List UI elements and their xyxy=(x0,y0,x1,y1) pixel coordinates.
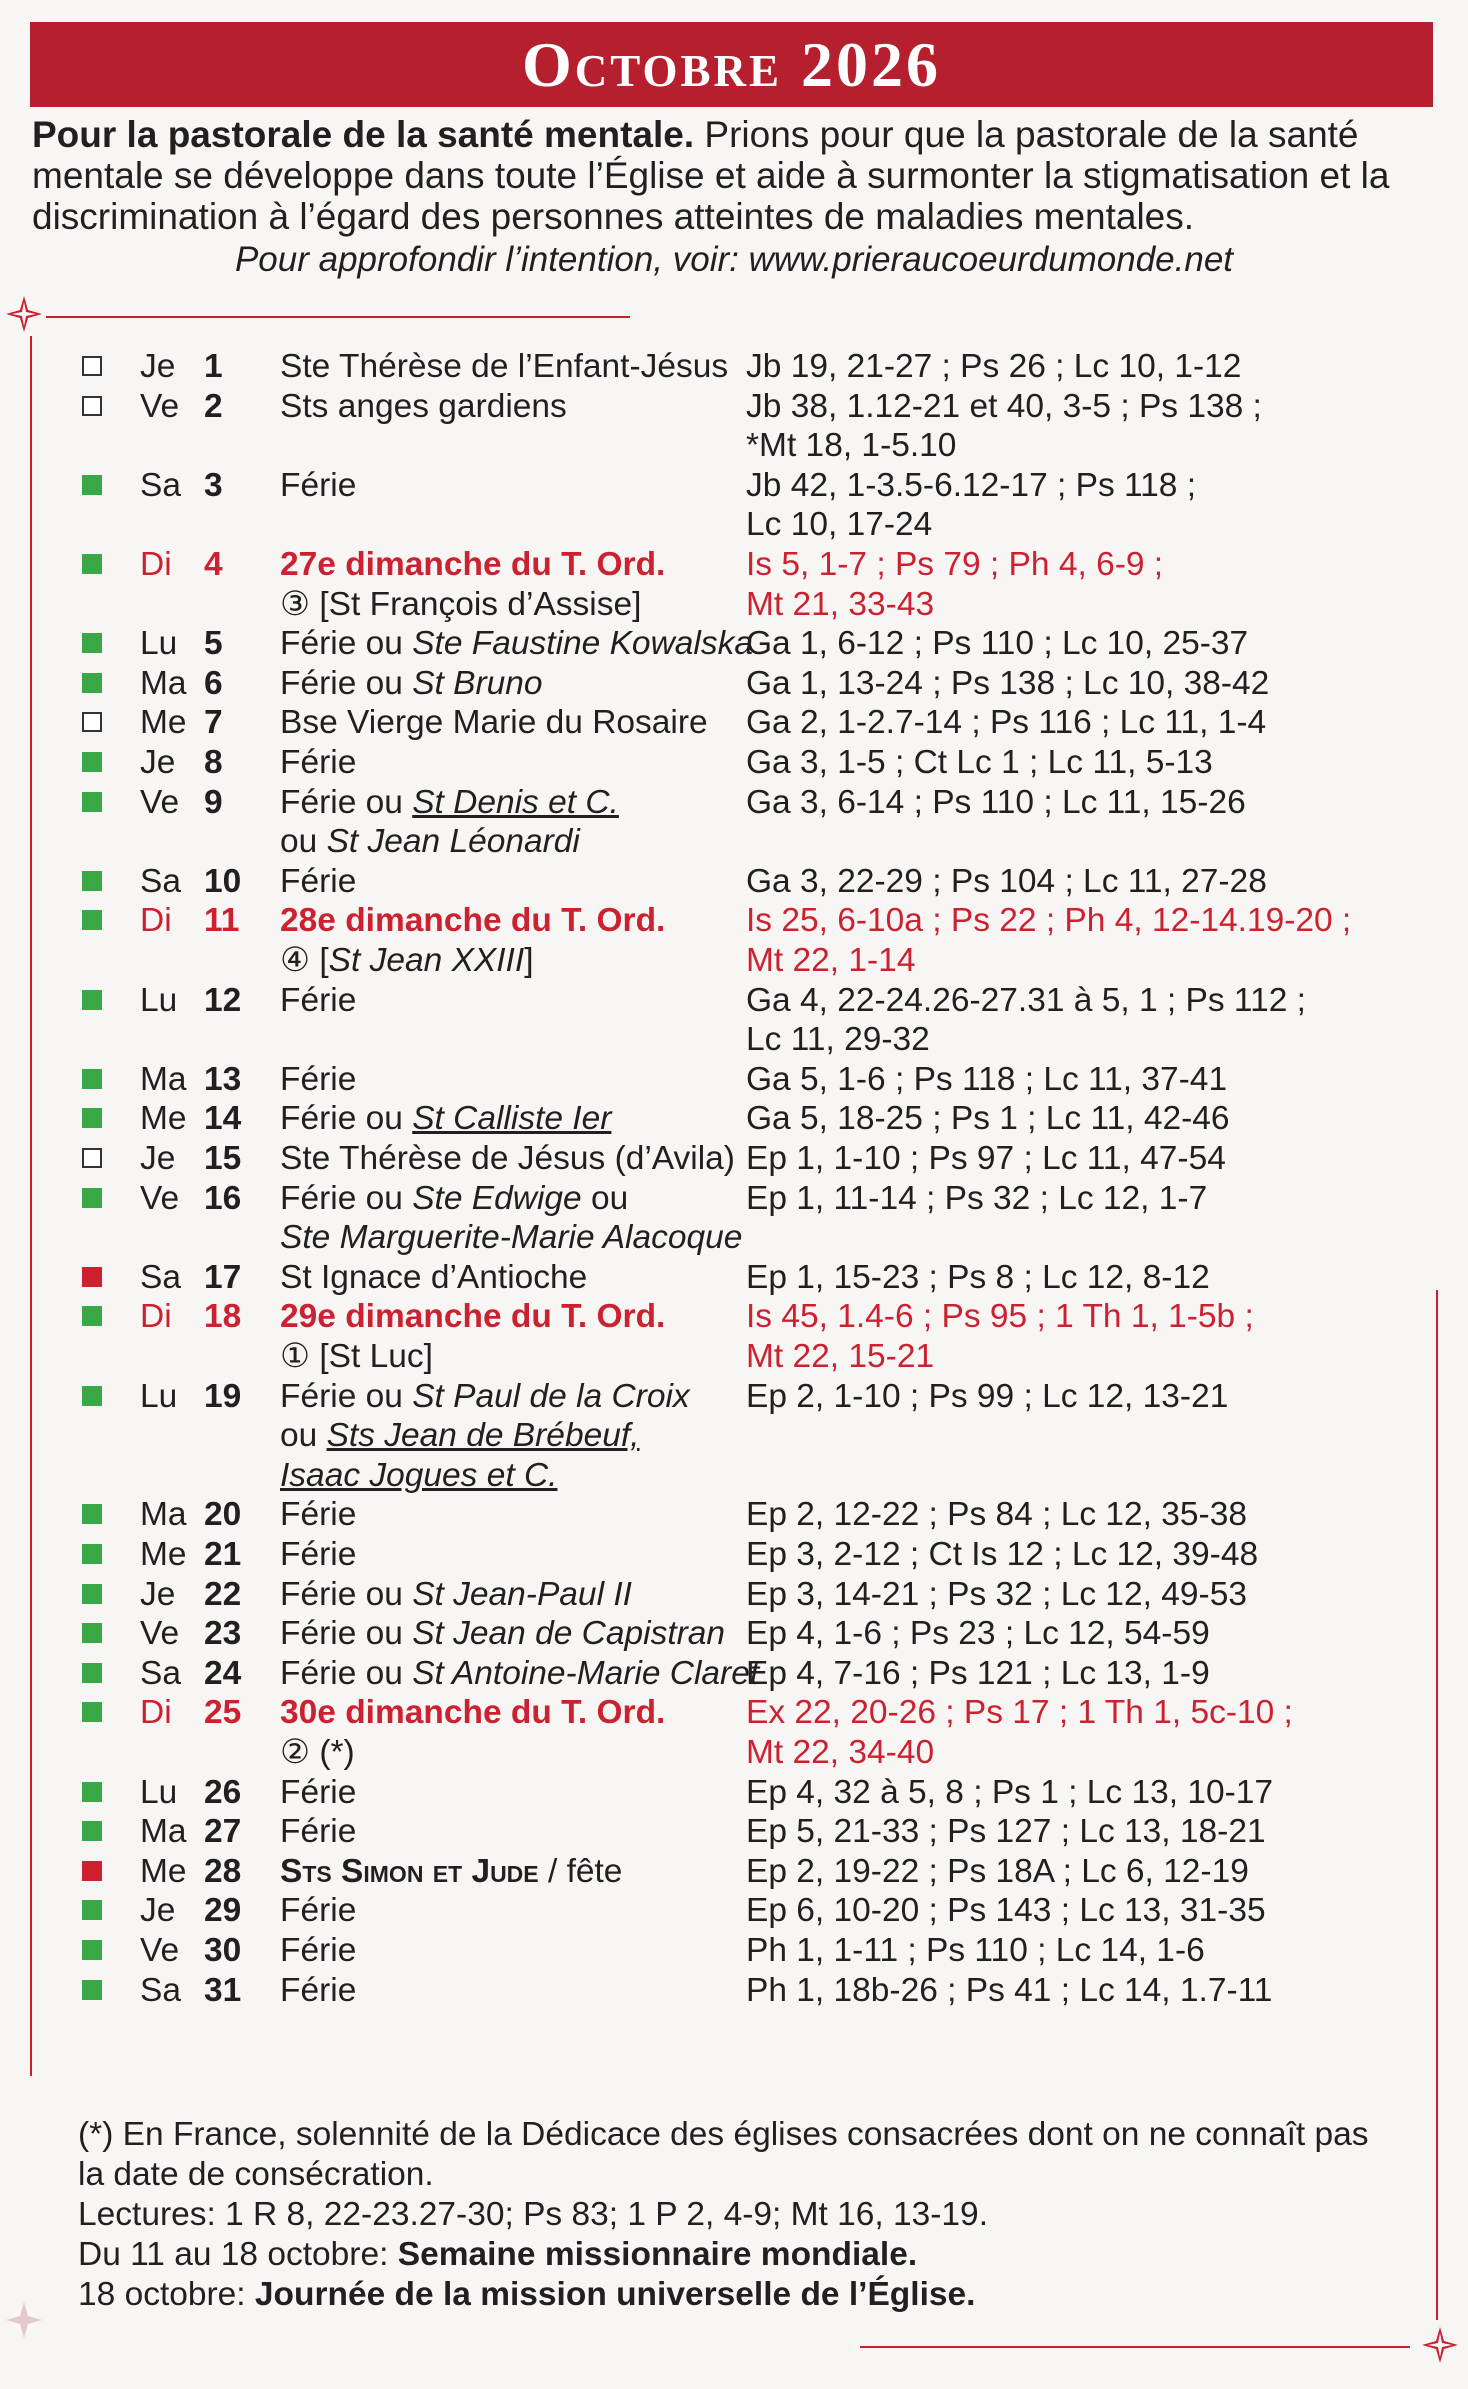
readings: Jb 42, 1-3.5-6.12-17 ; Ps 118 ; xyxy=(746,466,1197,504)
day-number: 16 xyxy=(204,1179,242,1217)
celebration xyxy=(280,1575,632,1615)
liturgical-color-square xyxy=(82,1148,102,1168)
cross-icon xyxy=(1420,2325,1460,2365)
celebration xyxy=(280,1416,639,1456)
calendar-row xyxy=(0,1139,1468,1179)
calendar-row xyxy=(0,545,1468,585)
celebration-part: ou xyxy=(280,1417,327,1455)
readings: Ep 3, 14-21 ; Ps 32 ; Lc 12, 49-53 xyxy=(746,1575,1247,1613)
day-name: Lu xyxy=(140,1773,178,1811)
footnote-mission-week-label: Semaine missionnaire mondiale. xyxy=(397,2236,918,2273)
readings: Ph 1, 18b-26 ; Ps 41 ; Lc 14, 1.7-11 xyxy=(746,1971,1273,2009)
footnote-mission-day-date: 18 octobre: xyxy=(78,2276,255,2313)
calendar-row xyxy=(0,1575,1468,1615)
celebration xyxy=(280,1654,759,1694)
celebration-part: ou xyxy=(280,823,327,861)
cross-icon xyxy=(4,2300,44,2340)
footnote-mission-week-date: Du 11 au 18 octobre: xyxy=(78,2236,398,2273)
readings: Ga 5, 1-6 ; Ps 118 ; Lc 11, 37-41 xyxy=(746,1060,1228,1098)
readings: Mt 22, 1-14 xyxy=(746,942,916,979)
readings: Ga 3, 1-5 ; Ct Lc 1 ; Lc 11, 5-13 xyxy=(746,744,1213,781)
calendar-row xyxy=(0,1733,1468,1773)
liturgical-color-square xyxy=(82,1267,102,1287)
day-number: 22 xyxy=(204,1575,242,1613)
readings: Ga 1, 6-12 ; Ps 110 ; Lc 10, 25-37 xyxy=(746,625,1249,663)
day-name: Di xyxy=(140,1298,172,1336)
day-number: 13 xyxy=(204,1060,242,1098)
day-name: Ma xyxy=(140,1496,187,1534)
celebration xyxy=(280,783,619,823)
liturgical-color-square xyxy=(82,1821,102,1841)
intention-text: Prions pour que la pastorale de la santé mentale se développe dans toute l’Église et aide à surmonter la stigmatisation et la discrimination à l’égard des personnes atteintes de maladies mentales. xyxy=(32,114,1390,237)
readings: Ep 4, 7-16 ; Ps 121 ; Lc 13, 1-9 xyxy=(746,1654,1210,1692)
day-name: Sa xyxy=(140,466,181,504)
liturgical-color-square xyxy=(82,1782,102,1802)
celebration-part: St Jean de Capistran xyxy=(412,1615,726,1653)
celebration: 30e dimanche du T. Ord. xyxy=(280,1694,666,1732)
calendar-row xyxy=(0,387,1468,427)
readings: Ep 4, 1-6 ; Ps 23 ; Lc 12, 54-59 xyxy=(746,1615,1210,1653)
readings: Ph 1, 1-11 ; Ps 110 ; Lc 14, 1-6 xyxy=(746,1932,1205,1969)
celebration-part: St Calliste Ier xyxy=(412,1100,612,1138)
day-number: 27 xyxy=(204,1813,242,1851)
calendar-row xyxy=(0,347,1468,387)
day-number: 9 xyxy=(204,783,223,821)
calendar-row xyxy=(0,783,1468,823)
celebration: 27e dimanche du T. Ord. xyxy=(280,546,666,583)
liturgical-color-square xyxy=(82,1980,102,2000)
celebration-part: ou xyxy=(581,1179,629,1217)
celebration: Férie xyxy=(280,466,357,504)
celebration-part: Férie ou xyxy=(280,1377,413,1415)
prayer-intention xyxy=(32,114,1437,237)
day-number: 26 xyxy=(204,1773,242,1811)
celebration-part: St Jean-Paul II xyxy=(412,1575,632,1613)
calendar-row xyxy=(0,1456,1468,1496)
readings: Ga 4, 22-24.26-27.31 à 5, 1 ; Ps 112 ; xyxy=(746,981,1306,1019)
liturgical-color-square xyxy=(82,752,102,772)
day-number: 8 xyxy=(204,744,223,781)
calendar-row xyxy=(0,1812,1468,1852)
readings: Ep 2, 1-10 ; Ps 99 ; Lc 12, 13-21 xyxy=(746,1377,1229,1415)
liturgical-color-square xyxy=(82,475,102,495)
calendar-row xyxy=(0,822,1468,862)
calendar-row xyxy=(0,981,1468,1021)
calendar-row xyxy=(0,1654,1468,1694)
day-number: 15 xyxy=(204,1140,242,1177)
readings: Ep 1, 15-23 ; Ps 8 ; Lc 12, 8-12 xyxy=(746,1258,1210,1296)
calendar-row xyxy=(0,1218,1468,1258)
celebration: Férie xyxy=(280,1060,357,1098)
liturgical-color-square xyxy=(82,673,102,693)
calendar-row xyxy=(0,901,1468,941)
celebration: St Ignace d’Antioche xyxy=(280,1258,588,1296)
readings: Ga 3, 6-14 ; Ps 110 ; Lc 11, 15-26 xyxy=(746,783,1246,821)
celebration xyxy=(280,1377,690,1417)
celebration: ② (*) xyxy=(280,1734,355,1771)
calendar-row xyxy=(0,1337,1468,1377)
celebration-part: / fête xyxy=(538,1852,623,1890)
day-number: 21 xyxy=(204,1536,242,1573)
calendar-row xyxy=(0,585,1468,625)
celebration: Férie xyxy=(280,1971,357,2009)
liturgical-color-square xyxy=(82,990,102,1010)
footnote-mission-day xyxy=(78,2275,1398,2315)
day-name: Lu xyxy=(140,981,178,1019)
celebration: Sts anges gardiens xyxy=(280,387,567,425)
readings: Ga 2, 1-2.7-14 ; Ps 116 ; Lc 11, 1-4 xyxy=(746,704,1267,742)
celebration-part: ④ [ xyxy=(280,942,329,979)
day-name: Je xyxy=(140,1575,176,1613)
celebration xyxy=(280,1614,725,1654)
footnote-mission-day-label: Journée de la mission universelle de l’Église. xyxy=(254,2276,976,2313)
day-name: Di xyxy=(140,546,172,583)
day-name: Ma xyxy=(140,1813,187,1851)
celebration: 28e dimanche du T. Ord. xyxy=(280,902,666,940)
calendar-row xyxy=(0,1852,1468,1892)
liturgical-color-square xyxy=(82,1544,102,1564)
calendar-row xyxy=(0,1377,1468,1417)
day-number: 24 xyxy=(204,1654,242,1692)
page-title: Octobre 2026 xyxy=(30,22,1433,107)
celebration: Férie xyxy=(280,744,357,781)
calendar-row xyxy=(0,1971,1468,2011)
day-number: 30 xyxy=(204,1932,242,1969)
celebration-part: Férie ou xyxy=(280,625,413,663)
day-number: 1 xyxy=(204,348,223,385)
calendar-row xyxy=(0,862,1468,902)
day-name: Ve xyxy=(140,1179,180,1217)
readings: Ep 5, 21-33 ; Ps 127 ; Lc 13, 18-21 xyxy=(746,1813,1266,1851)
day-number: 11 xyxy=(204,902,240,940)
calendar-row xyxy=(0,466,1468,506)
calendar-row xyxy=(0,664,1468,704)
calendar-row xyxy=(0,426,1468,466)
footnote-mission-week xyxy=(78,2235,1398,2275)
liturgical-color-square xyxy=(82,792,102,812)
day-name: Ma xyxy=(140,664,187,702)
day-number: 29 xyxy=(204,1892,242,1930)
celebration: Bse Vierge Marie du Rosaire xyxy=(280,704,708,742)
top-rule xyxy=(46,316,630,318)
calendar-row xyxy=(0,1891,1468,1931)
intention-heading: Pour la pastorale de la santé mentale. xyxy=(32,114,695,155)
celebration xyxy=(280,822,580,862)
day-name: Je xyxy=(140,348,176,385)
liturgical-color-square xyxy=(82,1108,102,1128)
celebration-part: Férie ou xyxy=(280,1179,413,1217)
footnote-lectures: Lectures: 1 R 8, 22-23.27-30; Ps 83; 1 P 2, 4-9; Mt 16, 13-19. xyxy=(78,2196,988,2233)
calendar-row xyxy=(0,1416,1468,1456)
day-name: Je xyxy=(140,744,176,781)
readings: Mt 21, 33-43 xyxy=(746,585,935,623)
calendar-row xyxy=(0,1693,1468,1733)
liturgical-color-square xyxy=(82,1900,102,1920)
liturgical-color-square xyxy=(82,356,102,376)
celebration: Ste Thérèse de Jésus (d’Avila) xyxy=(280,1140,735,1177)
readings: Ep 3, 2-12 ; Ct Is 12 ; Lc 12, 39-48 xyxy=(746,1536,1259,1573)
celebration: Férie xyxy=(280,1536,357,1573)
liturgical-color-square xyxy=(82,1386,102,1406)
celebration: Férie xyxy=(280,981,357,1019)
day-name: Ve xyxy=(140,387,180,425)
celebration: Férie xyxy=(280,1773,357,1811)
celebration-part: Isaac Jogues et C. xyxy=(280,1456,558,1494)
day-name: Sa xyxy=(140,1258,181,1296)
bottom-rule xyxy=(860,2346,1410,2348)
celebration xyxy=(280,1218,742,1258)
day-name: Ve xyxy=(140,1615,180,1653)
day-name: Me xyxy=(140,1536,187,1573)
readings: Lc 10, 17-24 xyxy=(746,506,933,544)
footnote-dedicace: (*) En France, solennité de la Dédicace des églises consacrées dont on ne connaît pas la date de consécration. xyxy=(78,2116,1369,2193)
day-number: 12 xyxy=(204,981,242,1019)
calendar-row xyxy=(0,1258,1468,1298)
liturgical-color-square xyxy=(82,712,102,732)
readings: Ga 3, 22-29 ; Ps 104 ; Lc 11, 27-28 xyxy=(746,862,1267,900)
day-name: Di xyxy=(140,902,172,940)
celebration: Férie xyxy=(280,1892,357,1930)
liturgical-color-square xyxy=(82,554,102,574)
readings: Ep 2, 12-22 ; Ps 84 ; Lc 12, 35-38 xyxy=(746,1496,1247,1534)
day-number: 14 xyxy=(204,1100,242,1138)
calendar-row xyxy=(0,1297,1468,1337)
liturgical-color-square xyxy=(82,1623,102,1643)
celebration-part: St Jean Léonardi xyxy=(326,823,580,861)
readings: Lc 11, 29-32 xyxy=(746,1021,930,1059)
day-name: Lu xyxy=(140,625,178,663)
calendar-row xyxy=(0,1020,1468,1060)
celebration-part: St Antoine-Marie Claret xyxy=(412,1654,760,1692)
liturgical-color-square xyxy=(82,1861,102,1881)
day-name: Ma xyxy=(140,1060,187,1098)
day-name: Ve xyxy=(140,1932,180,1969)
celebration-part: ] xyxy=(524,942,534,979)
celebration-part: Sts Simon et Jude xyxy=(280,1852,539,1890)
readings: Ep 4, 32 à 5, 8 ; Ps 1 ; Lc 13, 10-17 xyxy=(746,1773,1274,1811)
day-number: 5 xyxy=(204,625,223,663)
readings: Ep 6, 10-20 ; Ps 143 ; Lc 13, 31-35 xyxy=(746,1892,1266,1930)
celebration: 29e dimanche du T. Ord. xyxy=(280,1298,666,1336)
intention-link: Pour approfondir l’intention, voir: www.prieraucoeurdumonde.net xyxy=(234,240,1234,279)
day-number: 25 xyxy=(204,1694,242,1732)
day-number: 17 xyxy=(204,1258,242,1296)
celebration: ① [St Luc] xyxy=(280,1338,433,1375)
readings: Ex 22, 20-26 ; Ps 17 ; 1 Th 1, 5c-10 ; xyxy=(746,1694,1293,1732)
day-number: 23 xyxy=(204,1615,242,1653)
celebration: Férie xyxy=(280,1813,357,1851)
celebration: Férie xyxy=(280,1496,357,1534)
day-name: Ve xyxy=(140,783,180,821)
day-name: Me xyxy=(140,1852,187,1890)
day-number: 2 xyxy=(204,387,223,425)
celebration xyxy=(280,1852,622,1892)
cross-icon xyxy=(4,294,44,334)
calendar-row xyxy=(0,624,1468,664)
celebration xyxy=(280,624,753,664)
day-name: Sa xyxy=(140,862,181,900)
calendar-row xyxy=(0,505,1468,545)
readings: Is 45, 1.4-6 ; Ps 95 ; 1 Th 1, 1-5b ; xyxy=(746,1298,1254,1336)
readings: Ep 1, 11-14 ; Ps 32 ; Lc 12, 1-7 xyxy=(746,1179,1208,1217)
liturgical-color-square xyxy=(82,1069,102,1089)
readings: Ep 1, 1-10 ; Ps 97 ; Lc 11, 47-54 xyxy=(746,1140,1226,1177)
day-name: Sa xyxy=(140,1654,181,1692)
calendar-row xyxy=(0,1931,1468,1971)
day-name: Je xyxy=(140,1140,176,1177)
day-number: 19 xyxy=(204,1377,242,1415)
celebration-part: Férie ou xyxy=(280,1575,413,1613)
celebration-part: Ste Marguerite-Marie Alacoque xyxy=(280,1219,743,1257)
calendar-row xyxy=(0,1060,1468,1100)
day-name: Je xyxy=(140,1892,176,1930)
liturgical-color-square xyxy=(82,1306,102,1326)
calendar-row xyxy=(0,1614,1468,1654)
calendar-row xyxy=(0,1495,1468,1535)
celebration: ③ [St François d’Assise] xyxy=(280,585,642,623)
day-name: Lu xyxy=(140,1377,178,1415)
celebration xyxy=(280,941,534,981)
liturgical-color-square xyxy=(82,871,102,891)
calendar-row xyxy=(0,1535,1468,1575)
celebration-part: St Denis et C. xyxy=(412,783,619,821)
day-number: 7 xyxy=(204,704,223,742)
celebration: Férie xyxy=(280,862,357,900)
celebration-part: Férie ou xyxy=(280,664,413,702)
readings: Jb 19, 21-27 ; Ps 26 ; Lc 10, 1-12 xyxy=(746,348,1242,385)
celebration-part: Ste Edwige xyxy=(412,1179,582,1217)
day-number: 10 xyxy=(204,862,242,900)
celebration-part: Férie ou xyxy=(280,1100,413,1138)
celebration-part: St Jean XXIII xyxy=(328,942,525,979)
day-number: 20 xyxy=(204,1496,242,1534)
readings: Is 5, 1-7 ; Ps 79 ; Ph 4, 6-9 ; xyxy=(746,546,1164,583)
day-name: Me xyxy=(140,1100,187,1138)
liturgical-color-square xyxy=(82,1702,102,1722)
calendar-row xyxy=(0,1099,1468,1139)
calendar-row xyxy=(0,1179,1468,1219)
liturgical-color-square xyxy=(82,633,102,653)
calendar-row xyxy=(0,703,1468,743)
celebration xyxy=(280,664,543,704)
day-name: Sa xyxy=(140,1971,181,2009)
liturgical-color-square xyxy=(82,1663,102,1683)
celebration-part: Sts Jean de Brébeuf, xyxy=(326,1417,640,1455)
day-name: Di xyxy=(140,1694,172,1732)
day-number: 6 xyxy=(204,664,223,702)
liturgical-color-square xyxy=(82,1188,102,1208)
celebration: Ste Thérèse de l’Enfant-Jésus xyxy=(280,348,729,385)
day-number: 3 xyxy=(204,466,223,504)
day-number: 28 xyxy=(204,1852,242,1890)
readings: Ga 5, 18-25 ; Ps 1 ; Lc 11, 42-46 xyxy=(746,1100,1230,1138)
calendar-row xyxy=(0,941,1468,981)
calendar-row xyxy=(0,743,1468,783)
liturgical-color-square xyxy=(82,1940,102,1960)
readings: Mt 22, 34-40 xyxy=(746,1734,935,1771)
celebration xyxy=(280,1099,611,1139)
celebration xyxy=(280,1456,557,1496)
liturgical-color-square xyxy=(82,1504,102,1524)
liturgical-color-square xyxy=(82,1584,102,1604)
readings: *Mt 18, 1-5.10 xyxy=(746,427,957,465)
day-number: 18 xyxy=(204,1298,242,1336)
celebration-part: Férie ou xyxy=(280,1654,413,1692)
liturgical-color-square xyxy=(82,396,102,416)
celebration-part: St Paul de la Croix xyxy=(412,1377,690,1415)
celebration xyxy=(280,1179,628,1219)
readings: Is 25, 6-10a ; Ps 22 ; Ph 4, 12-14.19-20 ; xyxy=(746,902,1352,940)
celebration-part: Férie ou xyxy=(280,783,413,821)
celebration-part: Férie ou xyxy=(280,1615,413,1653)
celebration-part: St Bruno xyxy=(412,664,543,702)
day-name: Me xyxy=(140,704,187,742)
liturgical-color-square xyxy=(82,910,102,930)
celebration-part: Ste Faustine Kowalska xyxy=(412,625,753,663)
celebration: Férie xyxy=(280,1932,357,1969)
calendar-row xyxy=(0,1773,1468,1813)
day-number: 31 xyxy=(204,1971,242,2009)
readings: Mt 22, 15-21 xyxy=(746,1338,935,1375)
readings: Ep 2, 19-22 ; Ps 18A ; Lc 6, 12-19 xyxy=(746,1852,1249,1890)
readings: Jb 38, 1.12-21 et 40, 3-5 ; Ps 138 ; xyxy=(746,387,1262,425)
day-number: 4 xyxy=(204,546,223,583)
readings: Ga 1, 13-24 ; Ps 138 ; Lc 10, 38-42 xyxy=(746,664,1270,702)
